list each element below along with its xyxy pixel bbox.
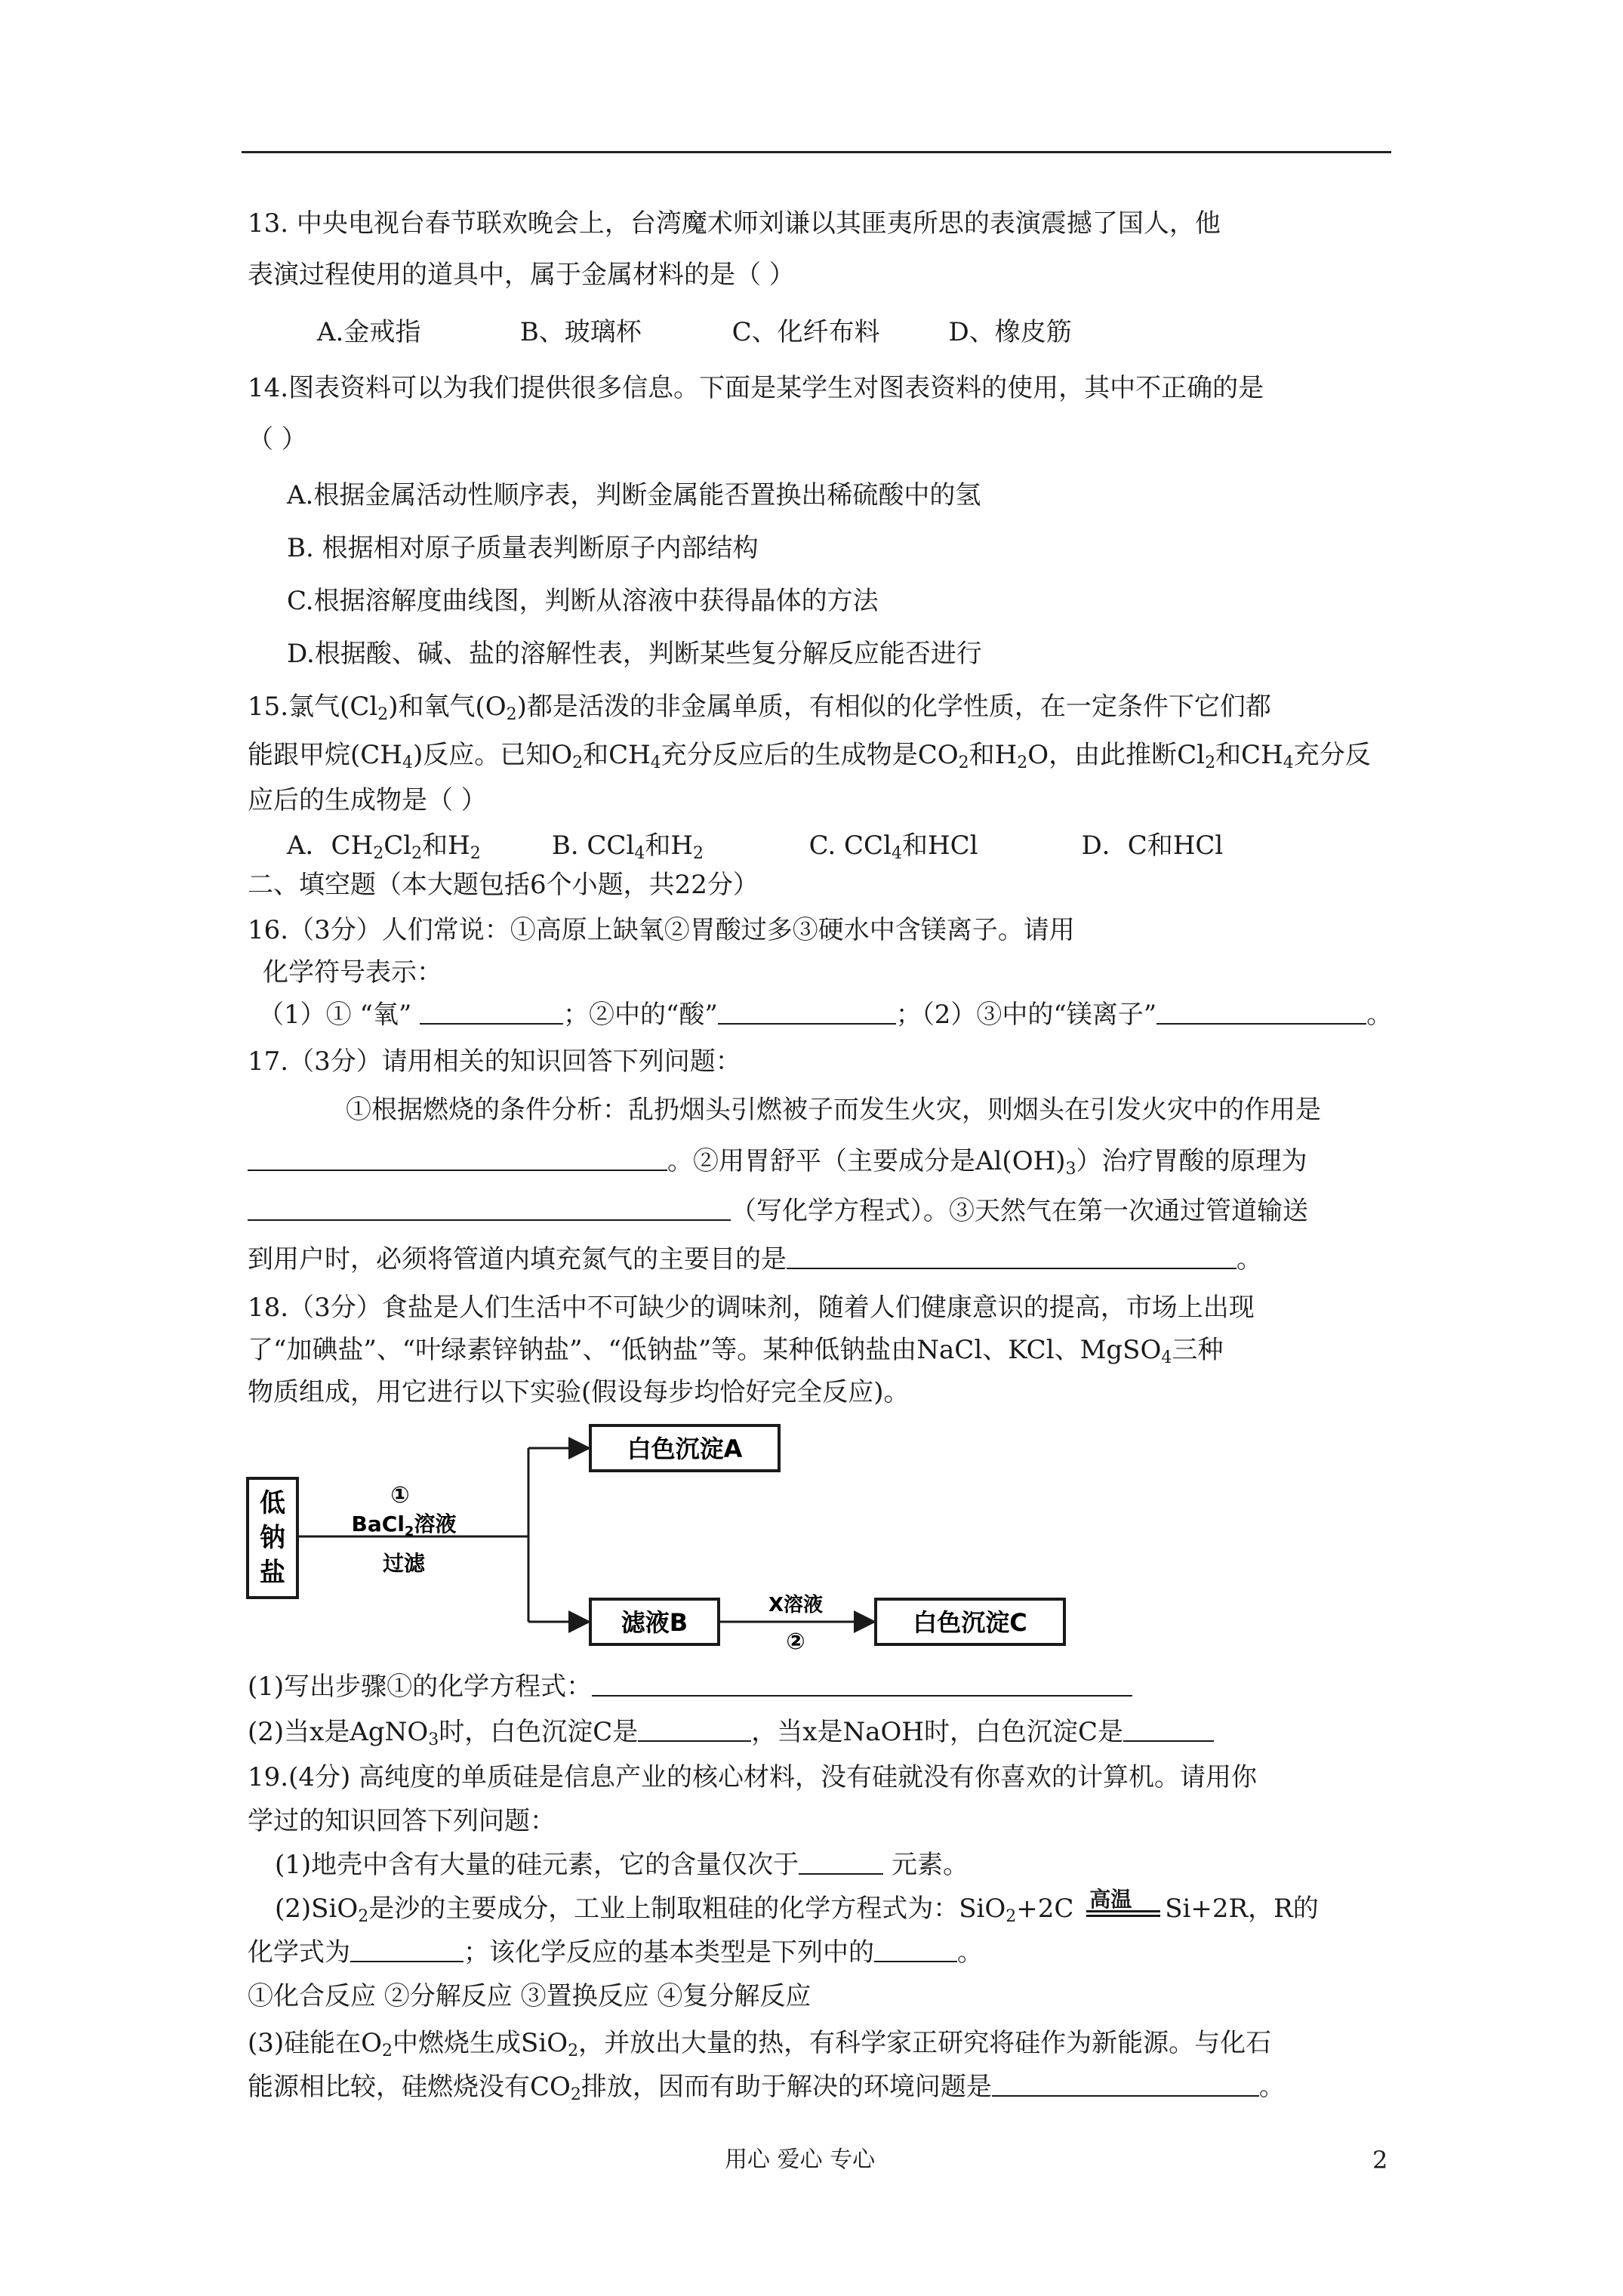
q17-line5: 到用户时，必须将管道内填充氮气的主要目的是 。 <box>248 1244 1262 1274</box>
q17-blank-3[interactable] <box>787 1245 1236 1269</box>
q15-option-c[interactable]: C. CCl$_4$和HCl <box>808 831 978 863</box>
q19-blank-4[interactable] <box>992 2073 1259 2097</box>
q15-line3: 应后的生成物是（ ） <box>248 785 487 815</box>
q15-option-a[interactable]: A．$CH_2Cl_2$和$H_2$ <box>287 831 481 863</box>
q16-line1: 16.（3分）人们常说：①高原上缺氧②胃酸过多③硬水中含镁离子。请用 <box>248 915 1075 945</box>
q17-blank-2[interactable] <box>248 1197 731 1221</box>
q18-line3: 物质组成，用它进行以下实验(假设每步均恰好完全反应)。 <box>248 1377 910 1407</box>
header-rule <box>242 151 1391 153</box>
q14-option-b[interactable]: B. 根据相对原子质量表判断原子内部结构 <box>287 533 759 563</box>
q16-answers: （1）① “氧” ；②中的“酸” ；（2）③中的“镁离子” 。 <box>258 1000 1393 1030</box>
reaction-condition: 高温 <box>1082 1894 1165 1924</box>
page-number: 2 <box>1372 2146 1388 2174</box>
q14-line1: 14.图表资料可以为我们提供很多信息。下面是某学生对图表资料的使用，其中不正确的是 <box>248 373 1264 403</box>
step-2-label: ② <box>786 1629 805 1655</box>
box-c-label: 白色沉淀C <box>913 1608 1027 1637</box>
q14-line2: （ ） <box>248 424 307 455</box>
q17-line3: 。②用胃舒平（主要成分是$Al(OH)_3$）治疗胃酸的原理为 <box>248 1146 1307 1176</box>
q18-line1: 18.（3分）食盐是人们生活中不可缺少的调味剂，随着人们健康意识的提高，市场上出现 <box>248 1293 1255 1323</box>
flow-diagram <box>226 1419 1132 1661</box>
filter-label: 过滤 <box>382 1551 426 1576</box>
box-a-label: 白色沉淀A <box>627 1435 743 1463</box>
start-char-2: 钠 <box>260 1523 285 1553</box>
q19-sub2-cont: 化学式为 ；该化学反应的基本类型是下列中的 。 <box>248 1937 983 1968</box>
q19-sub1: (1)地壳中含有大量的硅元素，它的含量仅次于 元素。 <box>275 1850 969 1880</box>
q17-line1: 17.（3分）请用相关的知识回答下列问题： <box>248 1046 741 1077</box>
q13-line2: 表演过程使用的道具中，属于金属材料的是（ ） <box>248 260 795 290</box>
q19-blank-3[interactable] <box>874 1938 957 1962</box>
section-heading: 二、填空题（本大题包括6个小题，共22分） <box>248 870 759 900</box>
q16-blank-2[interactable] <box>718 1000 896 1025</box>
q18-blank-2[interactable] <box>638 1718 751 1742</box>
q15-option-b[interactable]: B. CCl$_4$和$H_2$ <box>551 831 704 863</box>
q13-option-d[interactable]: D、橡皮筋 <box>948 317 1072 347</box>
q18-blank-3[interactable] <box>1123 1718 1214 1742</box>
q15-options <box>287 831 1223 861</box>
q18-blank-1[interactable] <box>592 1672 1132 1697</box>
q13-option-b[interactable]: B、玻璃杯 <box>519 317 642 347</box>
reagent-2-label: X溶液 <box>768 1594 824 1616</box>
equal-sign-lower <box>1086 1915 1160 1917</box>
q13-line1: 13. 中央电视台春节联欢晚会上，台湾魔术师刘谦以其匪夷所思的表演震撼了国人，他 <box>248 208 1221 239</box>
q19-line1: 19.(4分) 高纯度的单质硅是信息产业的核心材料，没有硅就没有你喜欢的计算机。请用你 <box>248 1762 1258 1792</box>
q16-line2: 化学符号表示： <box>263 957 442 988</box>
step-1-label: ① <box>390 1482 410 1509</box>
equal-sign-upper <box>1086 1910 1160 1912</box>
q19-blank-1[interactable] <box>799 1851 883 1875</box>
q18-sub2: (2)当x是AgNO$_3$时，白色沉淀C是 ，当x是NaOH时，白色沉淀C是 <box>248 1717 1214 1747</box>
q14-option-a[interactable]: A.根据金属活动性顺序表，判断金属能否置换出稀硫酸中的氢 <box>287 480 981 510</box>
q15-line1: 15.氯气$(Cl_2)$和氧气$(O_2)$都是活泼的非金属单质，有相似的化学性质，在一定条件下它们都 <box>248 692 1271 724</box>
q17-blank-1[interactable] <box>248 1147 667 1171</box>
q19-line2: 学过的知识回答下列问题： <box>248 1806 556 1836</box>
q13-option-c[interactable]: C、化纤布料 <box>731 317 880 347</box>
q15-option-d[interactable]: D．C和HCl <box>1081 831 1224 861</box>
start-char-1: 低 <box>260 1488 285 1518</box>
reagent-1-label: BaCl$_2$溶液 <box>351 1512 457 1539</box>
box-b-label: 滤液B <box>621 1608 688 1637</box>
q17-line2: ①根据燃烧的条件分析：乱扔烟头引燃被子而发生火灾，则烟头在引发火灾中的作用是 <box>346 1095 1321 1125</box>
q16-blank-1[interactable] <box>420 1000 563 1025</box>
q14-option-c[interactable]: C.根据溶解度曲线图，判断从溶液中获得晶体的方法 <box>287 586 879 616</box>
q14-option-d[interactable]: D.根据酸、碱、盐的溶解性表，判断某些复分解反应能否进行 <box>287 639 982 669</box>
q18-sub1: (1)写出步骤①的化学方程式： <box>248 1672 1132 1702</box>
q19-blank-2[interactable] <box>350 1938 463 1962</box>
q13-option-a[interactable]: A.金戒指 <box>317 317 421 347</box>
q19-sub3: (3)硅能在$O_2$中燃烧生成SiO$_2$，并放出大量的热，有科学家正研究将硅作为新能源。与化石 <box>248 2028 1272 2060</box>
q13-options <box>317 317 1072 347</box>
q19-reaction-types: ①化合反应 ②分解反应 ③置换反应 ④复分解反应 <box>248 1981 812 2011</box>
q19-sub2: (2)SiO$_2$是沙的主要成分，工业上制取粗硅的化学方程式为：SiO$_2$+2C 高温 Si+2R，R的 <box>275 1887 1319 1926</box>
q18-line2: 了“加碘盐”、“叶绿素锌钠盐”、“低钠盐”等。某种低钠盐由NaCl、KCl、MgSO$_4$三种 <box>248 1335 1224 1367</box>
q19-sub3-cont: 能源相比较，硅燃烧没有$CO_2$排放，因而有助于解决的环境问题是 。 <box>248 2072 1285 2104</box>
q17-line4: （写化学方程式）。③天然气在第一次通过管道输送 <box>248 1196 1308 1226</box>
start-char-3: 盐 <box>260 1558 285 1588</box>
q15-line2: 能跟甲烷$(CH_4)$反应。已知$O_2$和$CH_4$充分反应后的生成物是$CO_2$和$H_2O$，由此推断$Cl_2$和$CH_4$充分反 <box>248 740 1371 772</box>
q16-blank-3[interactable] <box>1156 1000 1366 1025</box>
page-footer: 用心 爱心 专心 <box>725 2147 876 2173</box>
